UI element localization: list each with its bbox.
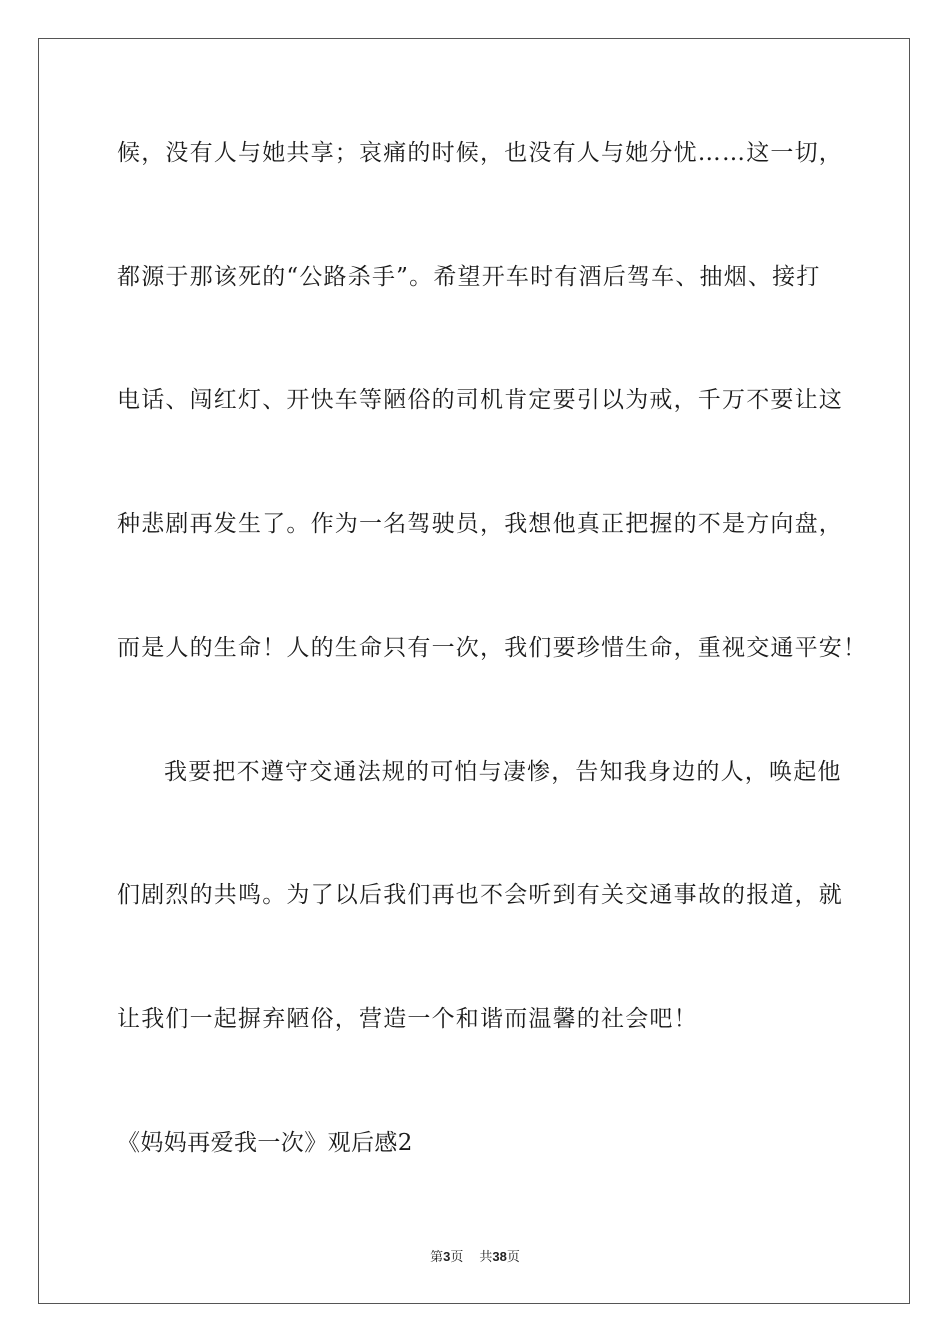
footer-page-suffix: 页 xyxy=(450,1250,464,1265)
footer-page-prefix: 第 xyxy=(430,1250,444,1265)
footer-page-number: 3 xyxy=(443,1249,451,1264)
body-line-2: 都源于那该死的“公路杀手”。希望开车时有酒后驾车、抽烟、接打 xyxy=(117,264,821,290)
body-line-3: 电话、闯红灯、开快车等陋俗的司机肯定要引以为戒，千万不要让这 xyxy=(117,387,843,413)
body-line-4: 种悲剧再发生了。作为一名驾驶员，我想他真正把握的不是方向盘， xyxy=(117,511,843,537)
body-line-8: 让我们一起摒弃陋俗，营造一个和谐而温馨的社会吧！ xyxy=(117,1006,698,1032)
footer-total-prefix: 共 xyxy=(479,1250,493,1265)
page-footer xyxy=(0,1249,950,1266)
body-line-1: 候，没有人与她共享；哀痛的时候，也没有人与她分忧……这一切， xyxy=(117,140,843,166)
body-line-7: 们剧烈的共鸣。为了以后我们再也不会听到有关交通事故的报道，就 xyxy=(117,882,843,908)
page-border xyxy=(38,38,910,1304)
body-line-6-paragraph-start: 我要把不遵守交通法规的可怕与凄惨，告知我身边的人，唤起他 xyxy=(164,759,842,785)
footer-total-number: 38 xyxy=(492,1249,507,1264)
footer-total-suffix: 页 xyxy=(506,1250,520,1265)
section-title: 《妈妈再爱我一次》观后感2 xyxy=(117,1130,413,1156)
body-line-5: 而是人的生命！人的生命只有一次，我们要珍惜生命，重视交通平安！ xyxy=(117,635,868,661)
